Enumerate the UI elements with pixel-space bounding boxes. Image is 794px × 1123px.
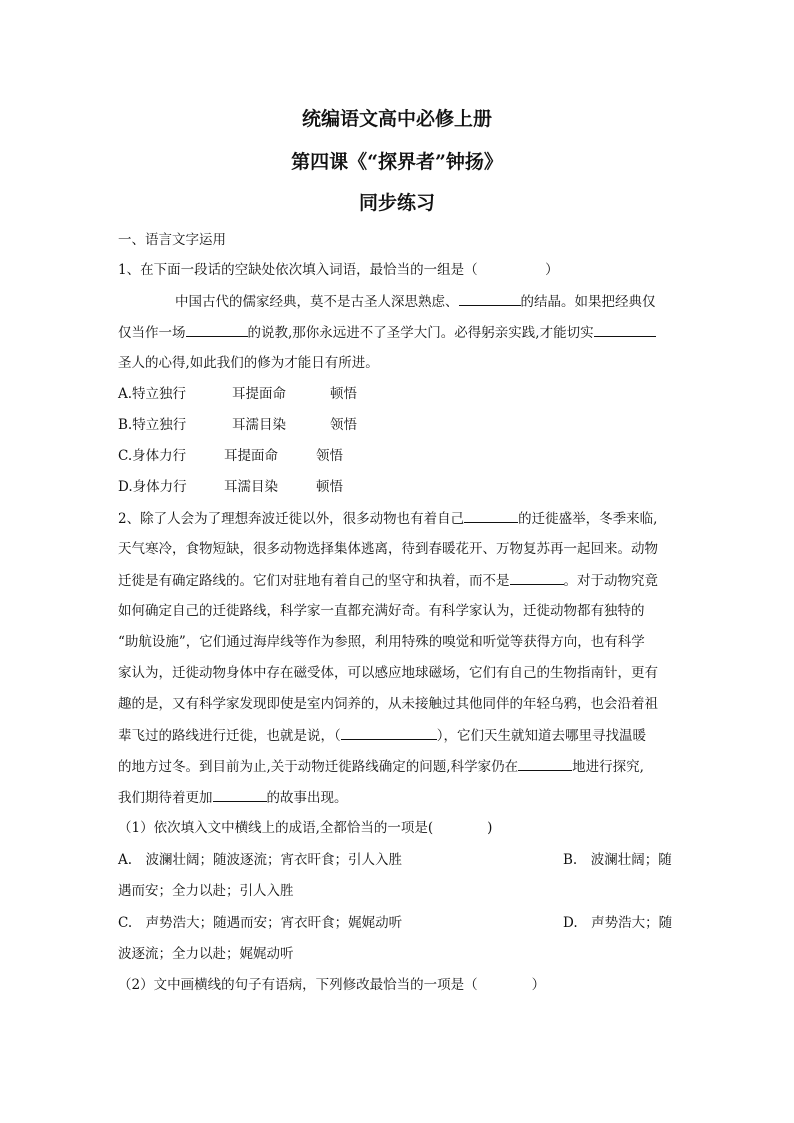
title-1: 统编语文高中必修上册 [301, 108, 492, 130]
text: 辈飞过的路线进行迁徙，也就是说，（ [118, 728, 341, 744]
q1-option-d [118, 477, 343, 497]
q1-passage-line2 [118, 322, 656, 343]
q2-sub1-option-c: C. 声势浩大；随遇而安；宵衣旰食；娓娓动听 [118, 915, 403, 931]
q2-line7: 趣的是，又有科学家发现即使是室内饲养的，从未接触过其他同伴的年轻乌鸦，也会沿着祖 [118, 696, 658, 712]
option-label: B.特立独行 [118, 417, 187, 433]
fill-blank [594, 322, 656, 337]
fill-blank [510, 570, 564, 585]
title-3: 同步练习 [358, 192, 435, 214]
q1-passage-line3: 圣人的心得,如此我们的修为才能日有所进。 [118, 355, 379, 371]
fill-blank [518, 756, 572, 771]
q2-line9 [118, 756, 644, 777]
fill-blank [464, 508, 518, 523]
text: 的结晶。如果把经典仅 [520, 294, 656, 310]
q2-sub1-option-d-start: D. 声势浩大；随 [563, 915, 673, 931]
text: 。对于动物究竟 [563, 573, 658, 589]
text: 我们期待着更加 [118, 790, 213, 806]
underline-blank [341, 725, 437, 740]
q2-line2: 天气寒冷，食物短缺，很多动物选择集体逃离，待到春暖花开、万物复苏再一起回来。动物 [118, 541, 658, 557]
option-label: D.身体力行 [118, 479, 187, 495]
fill-blank [186, 322, 248, 337]
option-word: 顿悟 [316, 479, 343, 495]
q1-stem: 1、在下面一段话的空缺处依次填入词语，最恰当的一组是（ ） [118, 262, 559, 278]
q2-sub1-option-a: A. 波澜壮阔；随波逐流；宵衣旰食；引人入胜 [118, 852, 403, 868]
text: ），它们天生就知道去哪里寻找温暖 [436, 728, 646, 744]
section-heading: 一、语言文字运用 [118, 232, 226, 248]
option-word: 耳提面命 [232, 386, 286, 402]
q2-sub2-stem: （2）文中画横线的句子有语病，下列修改最恰当的一项是（ ） [118, 977, 546, 993]
q2-line5: “助航设施”，它们通过海岸线等作为参照，利用特殊的嗅觉和听觉等获得方向，也有科学 [118, 634, 645, 650]
option-word: 耳濡目染 [224, 479, 278, 495]
text: 迁徙是有确定路线的。它们对驻地有着自己的坚守和执着，而不是 [118, 573, 510, 589]
q1-option-b [118, 415, 357, 435]
option-word: 领悟 [316, 448, 343, 464]
q1-option-c [118, 446, 343, 466]
option-word: 耳提面命 [224, 448, 278, 464]
q2-line6: 家认为，迁徙动物身体中存在磁受体，可以感应地球磁场，它们有自己的生物指南针，更有 [118, 665, 658, 681]
option-word: 领悟 [330, 417, 357, 433]
q2-line10 [118, 787, 348, 808]
text: 的地方过冬。到目前为止,关于动物迁徙路线确定的问题,科学家仍在 [118, 759, 519, 775]
q2-line4: 如何确定自己的迁徙路线，科学家一直都充满好奇。有科学家认为，迁徙动物都有独特的 [118, 603, 645, 619]
text: 2、除了人会为了理想奔波迁徙以外，很多动物也有着自己 [118, 511, 465, 527]
option-word: 顿悟 [330, 386, 357, 402]
text: 的故事出现。 [266, 790, 348, 806]
option-label: A.特立独行 [118, 386, 187, 402]
text: 中国古代的儒家经典，莫不是古圣人深思熟虑、 [175, 294, 459, 310]
fill-blank [213, 787, 267, 802]
text: 仅当作一场 [118, 325, 186, 341]
text: 地进行探究, [572, 759, 644, 775]
q2-sub1-option-d-cont: 波逐流；全力以赴；娓娓动听 [118, 946, 294, 962]
q2-line8 [118, 725, 646, 746]
option-word: 耳濡目染 [232, 417, 286, 433]
q1-option-a [118, 384, 357, 404]
q2-sub1-option-b-start: B. 波澜壮阔；随 [563, 852, 672, 868]
fill-blank [459, 291, 521, 306]
title-2: 第四课《“探界者”钟扬》 [291, 151, 503, 173]
q2-sub1-stem: （1）依次填入文中横线上的成语,全都恰当的一项是( ) [118, 820, 493, 836]
q2-sub1-option-b-cont: 遇而安；全力以赴；引人入胜 [118, 883, 294, 899]
option-label: C.身体力行 [118, 448, 187, 464]
q1-passage-line1 [175, 291, 656, 312]
text: 的迁徙盛举，冬季来临, [518, 511, 658, 527]
q2-line3 [118, 570, 658, 591]
q2-line1 [118, 508, 657, 529]
text: 的说教,那你永远进不了圣学大门。必得躬亲实践,才能切实 [247, 325, 594, 341]
